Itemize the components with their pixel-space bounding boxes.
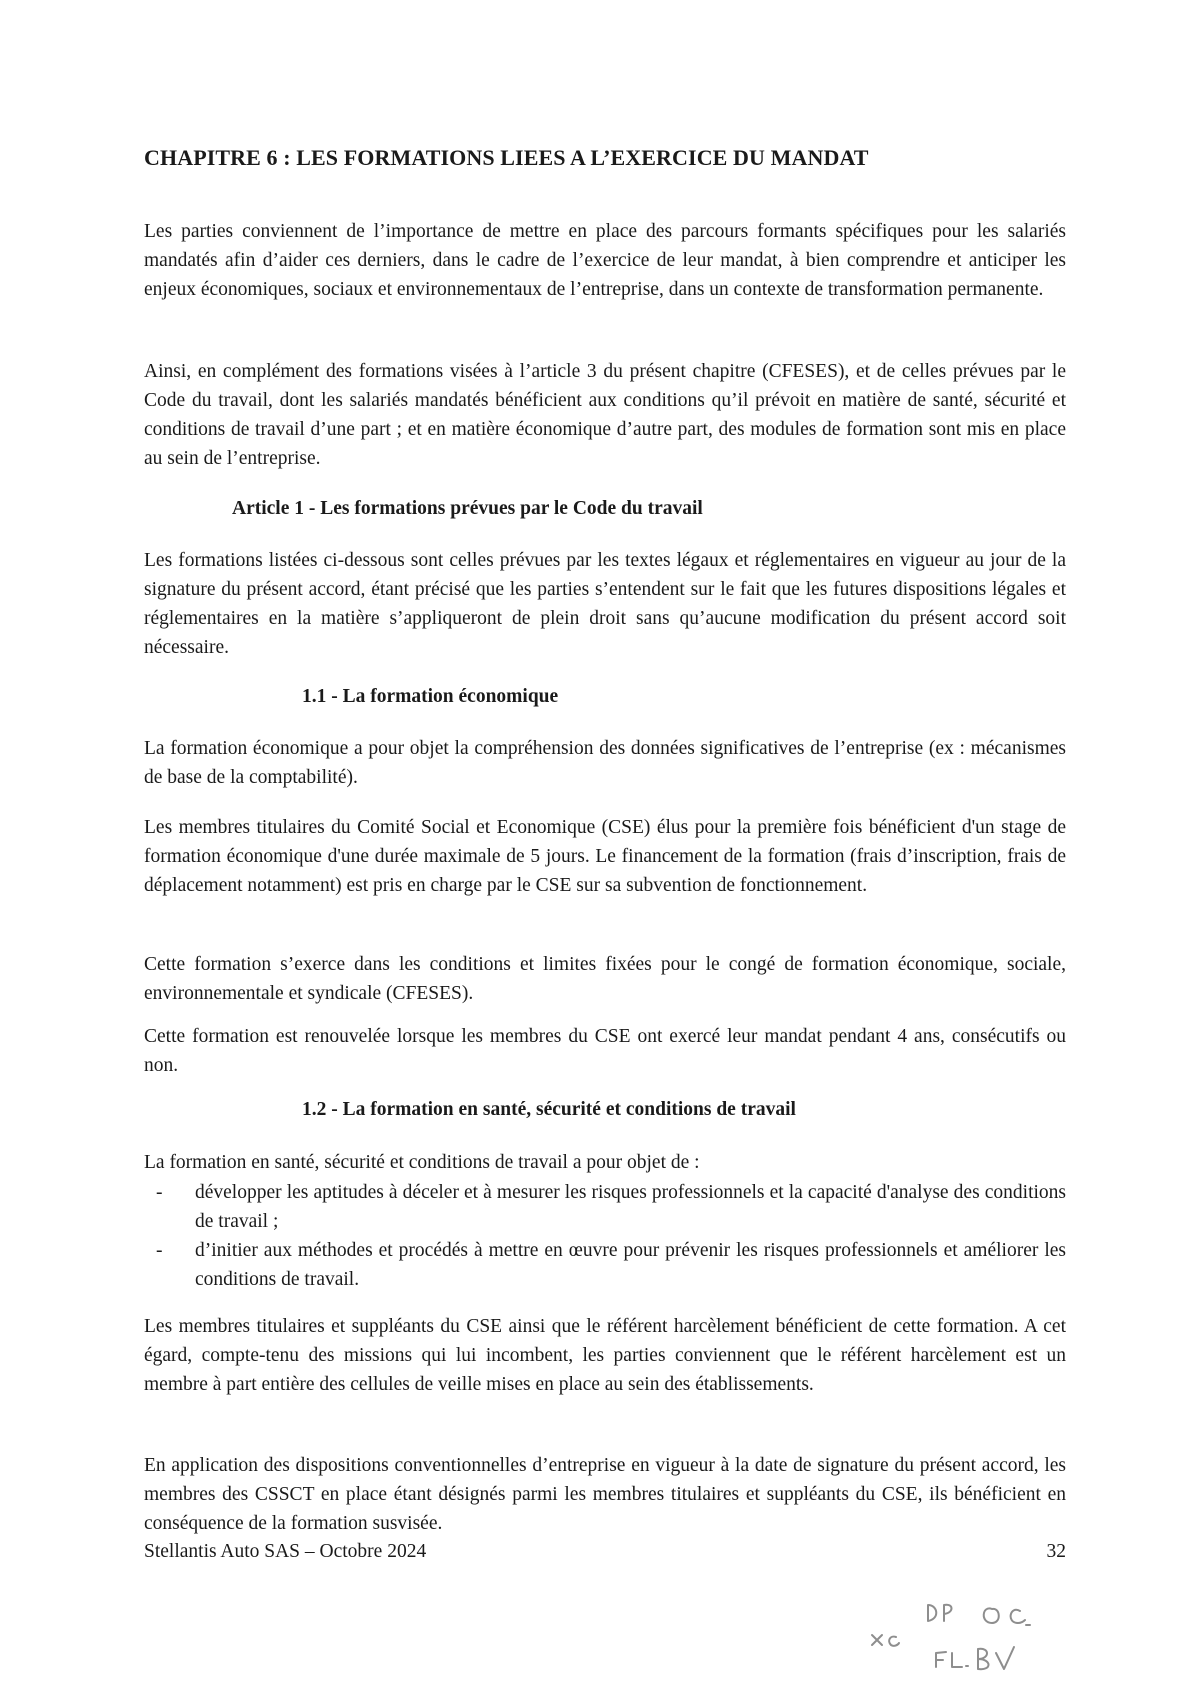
initials-oc [984,1608,1030,1625]
intro-paragraph-2: Ainsi, en complément des formations visées à l’article 3 du présent chapitre (CFESES), et de celles prévues par le Code du travail, dont les salariés mandatés bénéficient aux conditions qu’il prévoit en matière de santé, sécurité et conditions de travail d’une part ; et en matière économique d’autre part, des modules de formation sont mis en place au sein de l’entreprise. [144,361,1066,469]
footer-company-date: Stellantis Auto SAS – Octobre 2024 [144,1541,427,1562]
article-1-paragraph: Les formations listées ci-dessous sont celles prévues par les textes légaux et réglementaires en vigueur au jour de la signature du présent accord, étant précisé que les parties s’entendent sur le fait que les futures dispositions légales et réglementaires en la matière s’appliqueront de plein droit sans qu’aucune modification du présent accord soit nécessaire. [144,550,1066,658]
chapter-title: CHAPITRE 6 : LES FORMATIONS LIEES A L’EXERCICE DU MANDAT [144,145,869,170]
list-item [144,1236,1066,1294]
initials-dp [928,1605,952,1621]
bullet-dash: - [156,1182,163,1203]
section-1-2-intro: La formation en santé, sécurité et conditions de travail a pour objet de : [144,1152,700,1173]
objectives-list [144,1178,1066,1294]
initials-xc [872,1635,899,1646]
handwritten-initials [870,1583,1070,1673]
page-number: 32 [1046,1541,1066,1562]
section-1-2-paragraph-1: Les membres titulaires et suppléants du CSE ainsi que le référent harcèlement bénéficient de cette formation. A cet égard, compte-tenu des missions qui lui incombent, les parties conviennent que le référent harcèlement est un membre à part entière des cellules de veille mises en place au sein des établissements. [144,1316,1066,1395]
list-item-text: d’initier aux méthodes et procédés à mettre en œuvre pour prévenir les risques professionnels et améliorer les conditions de travail. [195,1240,1066,1290]
initials-fl [936,1652,968,1667]
section-1-1-paragraph-3: Cette formation s’exerce dans les conditions et limites fixées pour le congé de formation économique, sociale, environnementale et syndicale (CFESES). [144,954,1066,1004]
section-1-1-paragraph-1: La formation économique a pour objet la compréhension des données significatives de l’entreprise (ex : mécanismes de base de la comptabilité). [144,738,1066,788]
section-1-2-paragraph-2: En application des dispositions conventionnelles d’entreprise en vigueur à la date de signature du présent accord, les membres des CSSCT en place étant désignés parmi les membres titulaires et suppléants du CSE, ils bénéficient en conséquence de la formation susvisée. [144,1455,1066,1534]
section-1-1-paragraph-4: Cette formation est renouvelée lorsque les membres du CSE ont exercé leur mandat pendant 4 ans, consécutifs ou non. [144,1026,1066,1076]
intro-paragraph-1: Les parties conviennent de l’importance de mettre en place des parcours formants spécifiques pour les salariés mandatés afin d’aider ces derniers, dans le cadre de l’exercice de leur mandat, à bien comprendre et anticiper les enjeux économiques, sociaux et environnementaux de l’entreprise, dans un contexte de transformation permanente. [144,221,1066,300]
section-1-1-paragraph-2: Les membres titulaires du Comité Social et Economique (CSE) élus pour la première fois bénéficient d'un stage de formation économique d'une durée maximale de 5 jours. Le financement de la formation (frais d’inscription, frais de déplacement notamment) est pris en charge par le CSE sur sa subvention de fonctionnement. [144,817,1066,896]
section-1-1-title: 1.1 - La formation économique [302,686,559,707]
list-item-text: développer les aptitudes à déceler et à mesurer les risques professionnels et la capacité d'analyse des conditions de travail ; [195,1182,1066,1232]
bullet-dash: - [156,1240,163,1261]
article-1-title: Article 1 - Les formations prévues par le Code du travail [232,498,703,519]
initials-bv [978,1647,1014,1669]
section-1-2-title: 1.2 - La formation en santé, sécurité et conditions de travail [302,1099,796,1120]
list-item [144,1178,1066,1236]
